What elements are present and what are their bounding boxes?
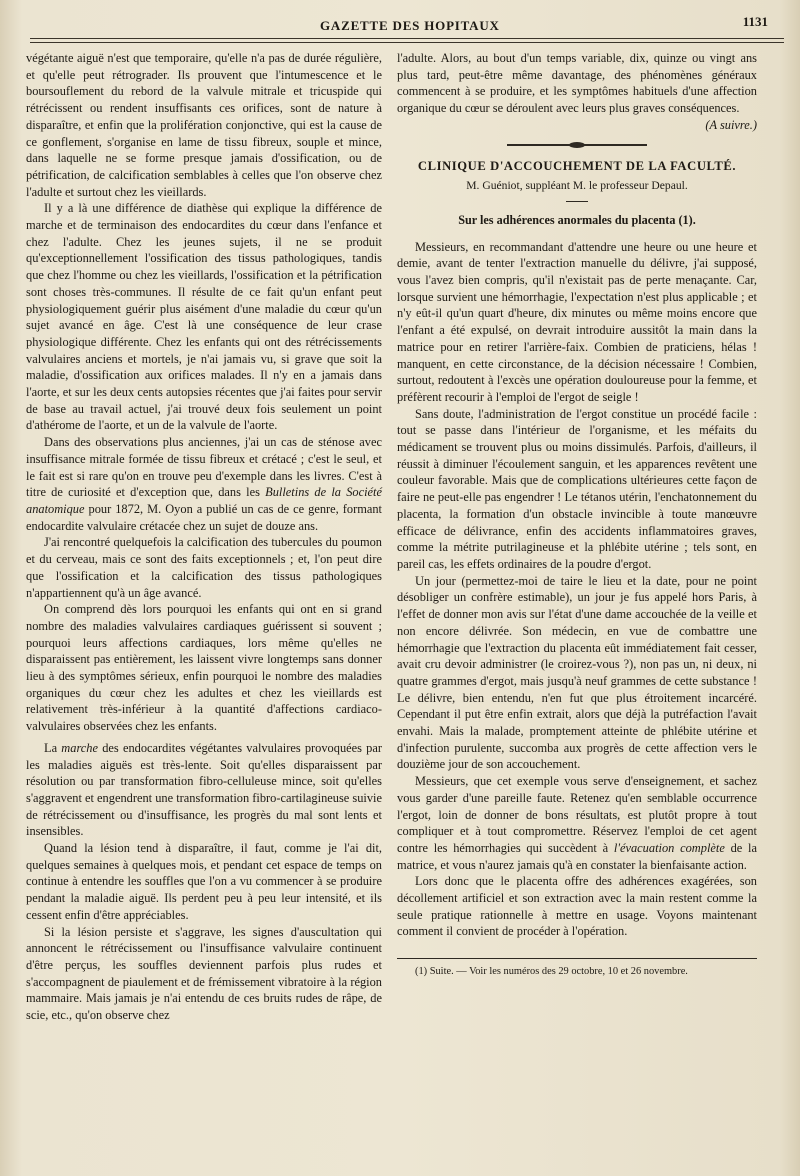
paragraph: Lors donc que le placenta offre des adhérences exagérées, son décollement artificiel et son extraction avec la main restent comme la seule pratique rationnelle à mettre en usage. Voyons maintenant comment il convient de procéder à l'opération. [397, 874, 757, 939]
left-column [26, 50, 382, 1024]
paragraph: Il y a là une différence de diathèse qui explique la différence de marche et de terminaison des endocardites du cœur dans l'enfance et chez l'adulte. Chez les jeunes sujets, il ne se produit qu'exceptionnellement l'ossification des tissus pathologiques, tandis que chez l'homme ou chez les vieillards, l'ossification et la pétrification sont choses très-communes. Il résulte de ce fait qu'un enfant peut physiologiquement guérir plus aisément d'une maladie du cœur qu'un sujet avancé en âge. C'est là une conséquence de leur crase physiologique différente. Chez les enfants qui ont des rétrécissements valvulaires anciens et mortels, je n'ai jamais vu, si grave que soit la maladie, d'ossification aux orifices malades. Il n'y en a jamais dans l'aorte, et sur les deux cents autopsies récentes que j'ai faites pour servir de base au travail actuel, j'ai trouvé deux fois seulement un point d'athérome de l'aorte, et un de la valvule de l'aorte. [26, 201, 382, 433]
paragraph: Quand la lésion tend à disparaître, il faut, comme je l'ai dit, quelques semaines à quelques mois, et pendant cet espace de temps on continue à entendre les souffles que l'on a vu commencer à se produire pendant la maladie aiguë. Ils perdent peu à peu leur intensité, et ils cessent enfin d'être appréciables. [26, 841, 382, 922]
byline: M. Guéniot, suppléant M. le professeur Depaul. [466, 179, 688, 193]
paragraph: Sans doute, l'administration de l'ergot constitue un procédé facile : tout se passe dans l'intérieur de l'organisme, et les méfaits du médicament se trouvent plus ou moins dissimulés. Parfois, d'ailleurs, il réussit à diminuer l'écoulement sanguin, et les apparences revêtent une couleur favorable. Mais que de complications ultérieures cette façon de faire ne peut-elle pas engendrer ! Le tétanos utérin, l'enchatonnement du placenta, la formation d'un obstacle invincible à toute manœuvre efficace de délivrance, enfin des accidents inflammatoires graves, comme la métrite putrilagineuse et la phlébite utérine ; tels sont, en pareil cas, les effets ordinaires de la poudre d'ergot. [397, 406, 757, 571]
italic-term: marche [61, 740, 98, 755]
header-rule-double [30, 42, 784, 43]
running-title: GAZETTE DES HOPITAUX [320, 18, 500, 33]
section-title: CLINIQUE D'ACCOUCHEMENT DE LA FACULTÉ. [417, 158, 737, 173]
article-title: Sur les adhérences anormales du placenta (1). [458, 212, 696, 227]
section-divider [507, 144, 647, 146]
footnote-rule [397, 958, 757, 959]
right-column [397, 50, 757, 978]
footnote: (1) Suite. — Voir les numéros des 29 octobre, 10 et 26 novembre. [415, 966, 688, 978]
paragraph: J'ai rencontré quelquefois la calcification des tubercules du poumon et du cerveau, mais ce sont des faits exceptionnels ; et, l'on peut dire que l'ossification et la calcification des tissus pathologiques n'appartiennent qu'à un âge avancé. [26, 535, 382, 600]
page-number: 1131 [742, 14, 768, 29]
paragraph: l'adulte. Alors, au bout d'un temps variable, dix, quinze ou vingt ans plus tard, peut-être même davantage, des phénomènes généraux commencent à se produire, et les symptômes habituels d'une affection organique du cœur se déroulent avec leurs plus graves conséquences. [397, 51, 757, 116]
page-header [20, 12, 780, 38]
to-be-continued: (A suivre.) [705, 117, 757, 132]
italic-reference: Bulletins de la Société anatomique [26, 485, 383, 516]
paragraph: Si la lésion persiste et s'aggrave, les signes d'auscultation qui annoncent le rétrécissement ou l'insuffisance valvulaire continuent d'être perçus, les souffles deviennent parfois plus rudes et s'accompagnent de piaulement et de frémissement vibratoire à la région mammaire. Mais jamais je n'ai entendu de ces bruits rudes de râpe, de scie, etc., qu'on observe chez [26, 924, 382, 1023]
italic-phrase: l'évacuation complète [613, 840, 725, 855]
paragraph: Messieurs, en recommandant d'attendre une heure ou une heure et demie, avant de tenter l'extraction manuelle du délivre, j'ai supposé, vous l'avez bien compris, qu'il n'existait pas de perte menaçante. Car, lorsque survient une hémorrhagie, l'expectation n'est plus applicable ; et n'y eût-il qu'un quart d'heure, dix minutes ou même moins encore que l'enfant a été expulsé, on devrait introduire aussitôt la main dans la matrice pour en retirer l'arrière-faix. Combien de praticiens, hélas ! manquent, en cette circonstance, de la décision nécessaire ! Combien, surtout, redoutent à l'excès une opération douloureuse pour la femme, et préfèrent recourir à l'emploi de l'ergot de seigle ! [397, 239, 757, 404]
paragraph: Un jour (permettez-moi de taire le lieu et la date, pour ne point désobliger un confrère estimable), un jour je fus appelé hors Paris, à l'effet de donner mon avis sur l'état d'une dame accouchée de la veille et non encore délivrée. Son médecin, en vue de combattre une hémorrhagie que l'extraction du placenta eût immédiatement fait cesser, avait cru devoir administrer (le croirez-vous ?), non pas un, ni deux, ni quatre grammes d'ergot, mais jusqu'à neuf grammes de cette substance ! Le délivre, bien entendu, n'en fut que plus étroitement incarcéré. Cependant il put être enfin extrait, alors que déjà la putréfaction l'avait envahi. Mais la malade, promptement atteinte de phlébite utérine et d'infection purulente, succomba aux progrès de cette affection vers le douzième jour de son accouchement. [397, 573, 757, 772]
paragraph: végétante aiguë n'est que temporaire, qu'elle n'a pas de durée régulière, et qu'elle peut rétrograder. Ils prouvent que l'intumescence et le boursouflement du rebord de la valvule mitrale et tricuspide qui rétrécissent ou rendent insuffisants ces orifices, sont de nature à disparaître, et enfin que la prolifération conjonctive, qui est la cause de ce gonflement, s'organise en lame de tissu fibreux, souple et mince, dans laquelle ne se forme presque jamais d'ossification, ou de pétrification, de calcification semblables à celles que l'on observe chez l'adulte et surtout chez les vieillards. [26, 51, 382, 199]
short-rule [566, 201, 588, 202]
paragraph: On comprend dès lors pourquoi les enfants qui ont en si grand nombre des maladies valvulaires cardiaques guérissent si souvent ; pourquoi leurs affections cardiaques, lors même qu'elles ne disparaissent pas entièrement, les laissent vivre longtemps sans donner lieu à des symptômes sérieux, enfin pourquoi le nombre des maladies organiques du cœur chez les adultes et chez les vieillards est relativement très-inférieur à la quantité d'affections cardiaco-valvulaires observées chez les enfants. [26, 602, 382, 734]
paragraph: Dans des observations plus anciennes, j'ai un cas de sténose avec insuffisance mitrale formée de tissu fibreux et crétacé ; c'est le seul, et le fait est si rare qu'on en trouve peu d'exemple dans les livres. C'est à titre de curiosité et d'exception que, dans les Bulletins de la Société anatomique pour 1872, M. Oyon a publié un cas de ce genre, formant endocardite valvulaire crétacée chez un sujet de douze ans. [26, 435, 383, 533]
paragraph: Messieurs, que cet exemple vous serve d'enseignement, et sachez vous garder d'une pareille faute. Retenez qu'en semblable occurrence l'ergot, loin de donner de bons résultats, est plutôt propre à tout compliquer et à tout compromettre. Réservez l'emploi de cet agent contre les hémorrhagies qui succèdent à l'évacuation complète de la matrice, et vous n'aurez jamais qu'à en constater la bienfaisante action. [397, 774, 757, 872]
header-rule [30, 38, 784, 39]
paragraph: La marche des endocardites végétantes valvulaires provoquées par les maladies aiguës est très-lente. Soit qu'elles disparaissent par résolution ou par transformation fibro-celluleuse mince, soit qu'elles s'aggravent et engendrent une transformation fibro-cartilagineuse suivie de rétrécissement ou d'insuffisance, les progrès du mal sont lents et insensibles. [26, 740, 383, 839]
